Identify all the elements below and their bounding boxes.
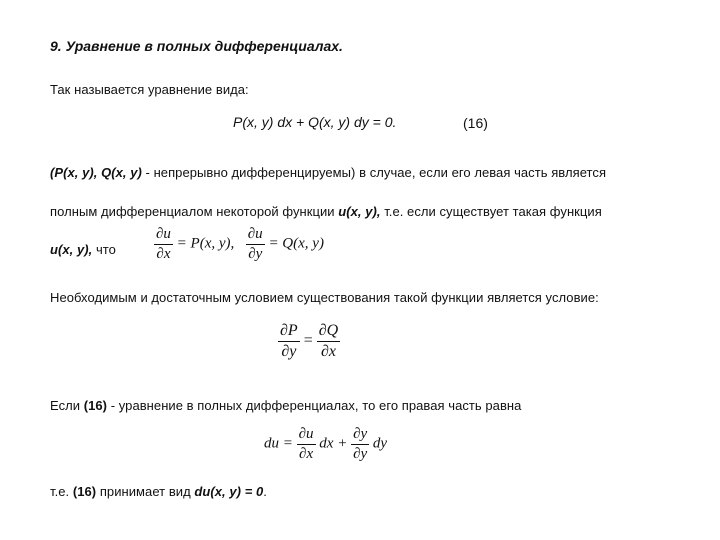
- u-function: u(x, y),: [338, 204, 381, 219]
- du-dx-numerator: ∂u: [154, 226, 173, 245]
- du-formula-fraction-2: [351, 426, 369, 462]
- equation-16-text: P(x, y) dx + Q(x, y) dy = 0.: [233, 114, 397, 130]
- line3-start: полным дифференциалом некоторой функции: [50, 204, 339, 219]
- dp-dy-denominator: ∂y: [281, 342, 297, 360]
- final-period: .: [263, 484, 267, 499]
- intro-text: Так называется уравнение вида:: [50, 82, 249, 97]
- dq-dx-fraction: [317, 322, 340, 360]
- line4-end: что: [92, 242, 116, 257]
- final-start: т.е.: [50, 484, 73, 499]
- du-dy-rhs: = Q(x, y): [268, 235, 324, 252]
- paragraph-line-2: [50, 165, 606, 180]
- u-function-2: u(x, y),: [50, 242, 93, 257]
- dq-dx-numerator: ∂Q: [317, 322, 340, 342]
- section-heading: 9. Уравнение в полных дифференциалах.: [50, 38, 343, 54]
- final-mid: принимает вид: [96, 484, 195, 499]
- du-formula-den-2: ∂y: [353, 445, 368, 462]
- if-line-rest: - уравнение в полных дифференциалах, то его правая часть равна: [107, 398, 522, 413]
- equation-16: [233, 114, 396, 130]
- du-lhs: du =: [264, 435, 293, 452]
- du-formula-num-1: ∂u: [297, 426, 316, 445]
- du-formula: [264, 426, 387, 462]
- du-formula-end: dy: [372, 435, 388, 452]
- paragraph-line-4: [50, 242, 116, 257]
- condition-formula: [278, 322, 340, 360]
- du-dy-fraction: [246, 226, 265, 262]
- line3-end: т.е. если существует такая функция: [380, 204, 602, 219]
- pq-functions: (P(x, y), Q(x, y): [50, 165, 142, 180]
- final-ref-16: (16): [72, 484, 97, 499]
- du-formula-fraction-1: [297, 426, 316, 462]
- if-line: [50, 398, 521, 413]
- dp-dy-numerator: ∂P: [278, 322, 300, 342]
- du-dy-numerator: ∂u: [246, 226, 265, 245]
- line2-rest: - непрерывно дифференцируемы) в случае, если его левая часть является: [141, 165, 607, 180]
- final-line: [50, 484, 267, 499]
- du-dx-denominator: ∂x: [156, 245, 171, 262]
- equation-ref-16: (16): [83, 398, 108, 413]
- condition-text: Необходимым и достаточным условием существования такой функции является условие:: [50, 290, 599, 305]
- dq-dx-denominator: ∂x: [320, 342, 336, 360]
- du-dx-fraction: [154, 226, 173, 262]
- paragraph-line-3: [50, 204, 602, 219]
- condition-equals: =: [303, 331, 313, 349]
- final-equation: du(x, y) = 0: [194, 484, 264, 499]
- partials-formula: [154, 226, 324, 262]
- du-formula-den-1: ∂x: [299, 445, 314, 462]
- if-word: Если: [50, 398, 84, 413]
- equation-16-label: (16): [463, 115, 488, 131]
- du-dy-denominator: ∂y: [248, 245, 263, 262]
- du-dx-rhs: = P(x, y),: [176, 235, 235, 252]
- du-formula-mid: dx +: [319, 435, 348, 452]
- dp-dy-fraction: [278, 322, 300, 360]
- du-formula-num-2: ∂y: [351, 426, 369, 445]
